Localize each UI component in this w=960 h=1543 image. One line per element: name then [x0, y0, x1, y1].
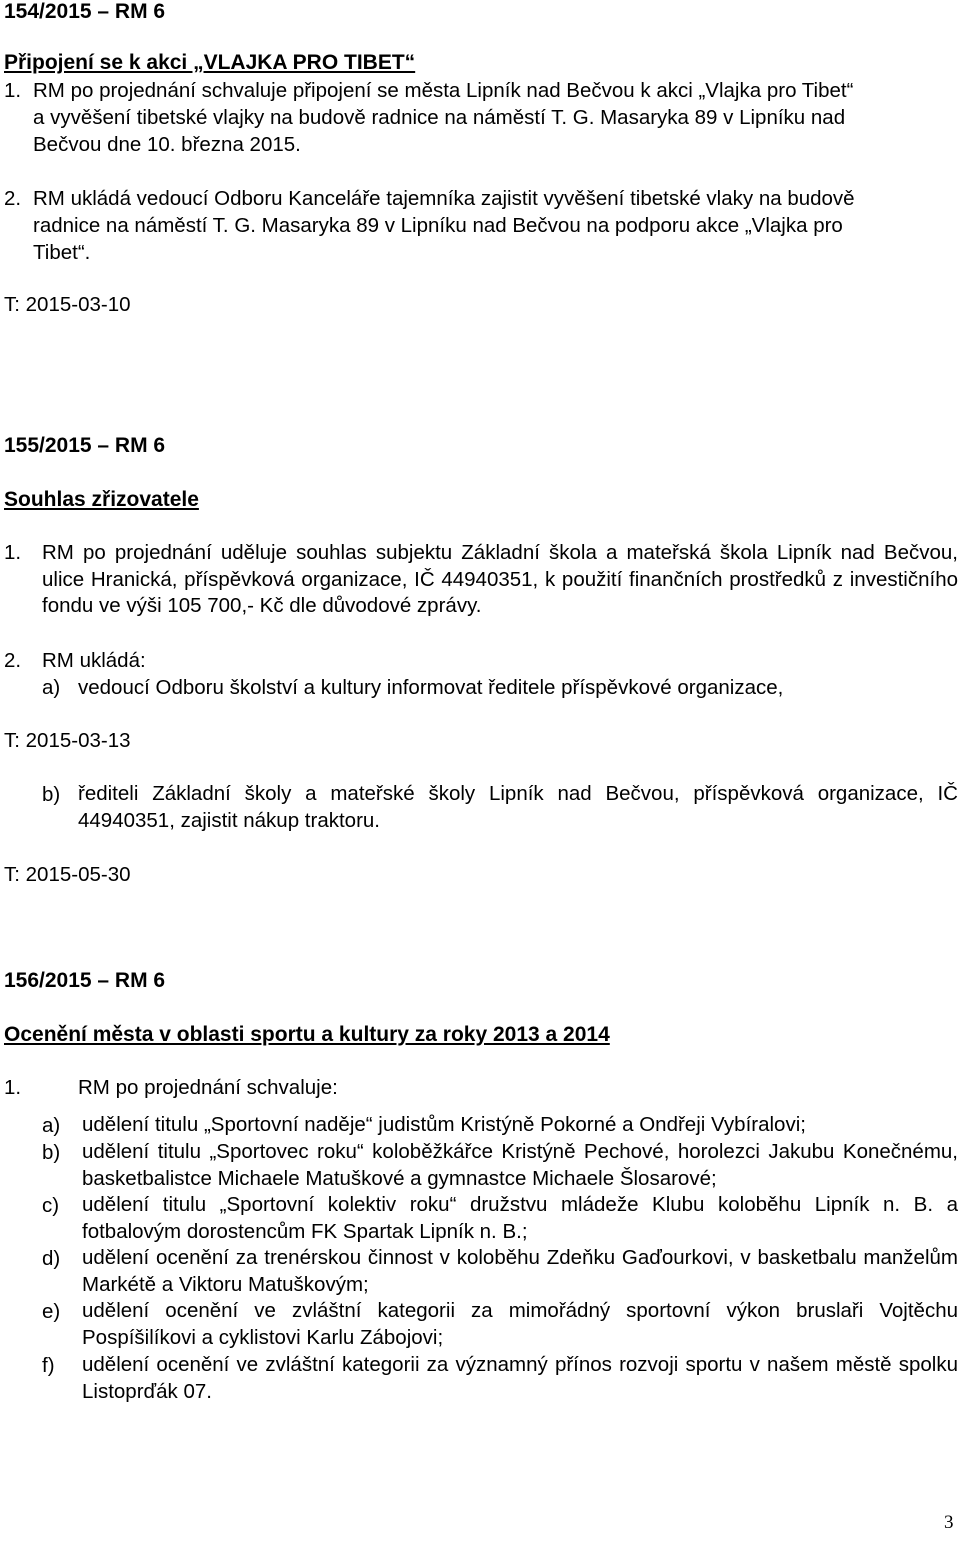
- list-label: b): [42, 783, 61, 806]
- paragraph-line: Bečvou dne 10. března 2015.: [33, 133, 301, 156]
- list-label: b): [42, 1141, 61, 1164]
- list-label: f): [42, 1354, 55, 1377]
- page-number: 3: [944, 1512, 954, 1533]
- list-item-text: udělení ocenění za trenérskou činnost v koloběhu Zdeňku Gaďourkovi, v basketbalu manželům Markétě a Viktoru Matuškovým;: [82, 1246, 958, 1296]
- list-item-text: udělení titulu „Sportovní kolektiv roku“ družstvu mládeže Klubu koloběhu Lipník n. B. a fotbalovým dorostencům FK Spartak Lipník n. B.;: [82, 1193, 958, 1243]
- list-label: e): [42, 1300, 61, 1323]
- list-item-text: udělení ocenění ve zvláštní kategorii za významný přínos rozvoji sportu v našem městě spolku Listoprďák 07.: [82, 1353, 958, 1403]
- deadline: T: 2015-03-10: [4, 293, 131, 316]
- list-item: [42, 1192, 958, 1245]
- deadline: T: 2015-03-13: [4, 729, 131, 752]
- list-label: c): [42, 1194, 60, 1217]
- paragraph-line: Tibet“.: [33, 241, 91, 264]
- resolution-title-154: Připojení se k akci „VLAJKA PRO TIBET“: [4, 51, 416, 74]
- list-label: d): [42, 1247, 61, 1270]
- paragraph: RM po projednání uděluje souhlas subjektu Základní škola a mateřská škola Lipník nad Bečvou, ulice Hranická, příspěvková organizace, IČ 44940351, k použití finančních prostředků z investičního fondu ve výši 105 700,- Kč dle důvodové zprávy.: [42, 541, 958, 617]
- list-item-text: udělení titulu „Sportovec roku“ koloběžkářce Kristýně Pechové, horolezci Jakubu Konečnému, basketbalistce Michaele Matuškové a gymnastce Michaele Šlosarové;: [82, 1140, 958, 1190]
- deadline: T: 2015-05-30: [4, 863, 131, 886]
- resolution-number-155: 155/2015 – RM 6: [4, 434, 166, 457]
- paragraph-line: radnice na náměstí T. G. Masaryka 89 v Lipníku nad Bečvou na podporu akce „Vlajka pro: [33, 214, 843, 237]
- list-item-text: řediteli Základní školy a mateřské školy Lipník nad Bečvou, příspěvková organizace, IČ 44940351, zajistit nákup traktoru.: [78, 782, 958, 832]
- list-item: [42, 1352, 958, 1405]
- list-item: [42, 1245, 958, 1298]
- item-number: 2.: [4, 649, 22, 672]
- list-item: [42, 1139, 958, 1192]
- item-number: 2.: [4, 187, 22, 210]
- list-item-text: vedoucí Odboru školství a kultury informovat ředitele příspěvkové organizace,: [78, 676, 784, 699]
- resolution-number-154: 154/2015 – RM 6: [4, 0, 166, 23]
- list-item-text: udělení titulu „Sportovní naděje“ judistům Kristýně Pokorné a Ondřeji Vybíralovi;: [82, 1113, 806, 1136]
- list-item-text: udělení ocenění ve zvláštní kategorii za mimořádný sportovní výkon bruslaři Vojtěchu Pospíšilíkovi a cyklistovi Karlu Zábojovi;: [82, 1299, 958, 1349]
- list-item: [42, 1298, 958, 1351]
- list-item: [42, 1112, 958, 1139]
- item-number: 1.: [4, 1076, 22, 1099]
- item-number: 1.: [4, 79, 22, 102]
- paragraph-intro: RM ukládá:: [42, 649, 146, 672]
- paragraph-line: RM po projednání schvaluje připojení se města Lipník nad Bečvou k akci „Vlajka pro Tibet“: [33, 79, 854, 102]
- paragraph-line: RM ukládá vedoucí Odboru Kanceláře tajemníka zajistit vyvěšení tibetské vlaky na budově: [33, 187, 855, 210]
- list-label: a): [42, 1114, 61, 1137]
- list-label: a): [42, 676, 61, 699]
- paragraph-intro: RM po projednání schvaluje:: [78, 1076, 338, 1099]
- resolution-number-156: 156/2015 – RM 6: [4, 969, 166, 992]
- paragraph-line: a vyvěšení tibetské vlajky na budově radnice na náměstí T. G. Masaryka 89 v Lipníku nad: [33, 106, 846, 129]
- resolution-title-156: Ocenění města v oblasti sportu a kultury za roky 2013 a 2014: [4, 1023, 610, 1046]
- item-number: 1.: [4, 541, 22, 564]
- resolution-title-155: Souhlas zřizovatele: [4, 488, 199, 511]
